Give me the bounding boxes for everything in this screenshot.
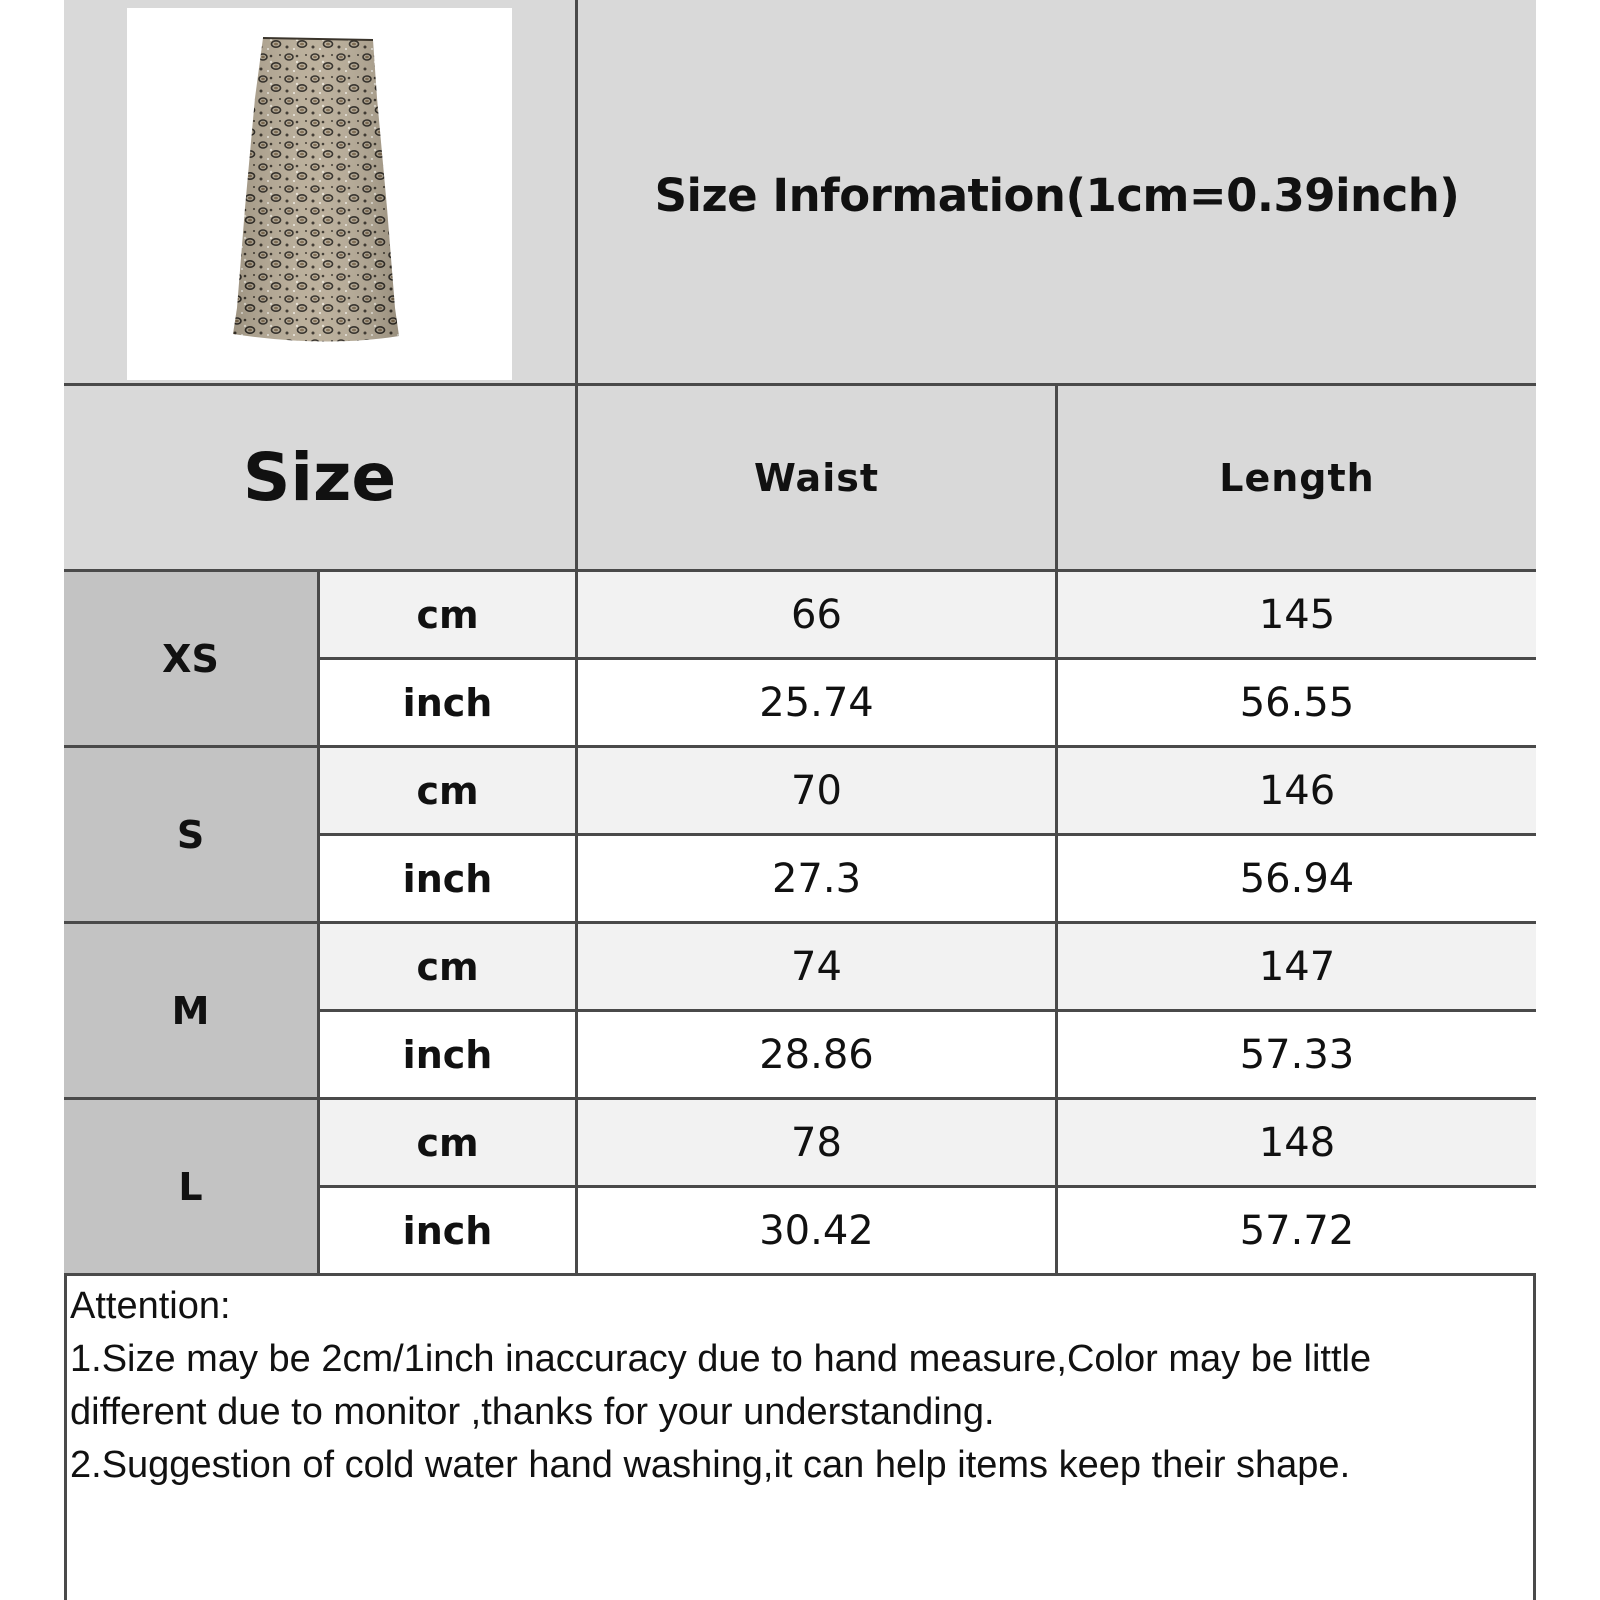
unit-cell: cm [320, 748, 578, 833]
length-cell: 57.72 [1239, 1207, 1355, 1254]
table-row [320, 660, 1536, 748]
length-cell: 145 [1258, 591, 1336, 638]
table-row [320, 748, 1536, 836]
unit-cell: cm [320, 572, 578, 657]
table-row [320, 836, 1536, 924]
waist-cell: 28.86 [578, 1012, 1058, 1097]
length-cell: 146 [1258, 767, 1336, 814]
size-label-m: M [64, 924, 320, 1100]
size-label-l: L [64, 1100, 320, 1276]
waist-cell: 66 [578, 572, 1058, 657]
header-size: Size [64, 386, 578, 572]
header-length: Length [1058, 386, 1536, 572]
table-row [320, 1012, 1536, 1100]
table-row [320, 924, 1536, 1012]
length-cell: 56.55 [1239, 679, 1355, 726]
waist-cell: 70 [578, 748, 1058, 833]
table-row [320, 1100, 1536, 1188]
size-label-xs: XS [64, 572, 320, 748]
unit-cell: cm [320, 1100, 578, 1185]
unit-cell: cm [320, 924, 578, 1009]
unit-cell: inch [320, 1012, 578, 1097]
product-image-cell [64, 0, 578, 386]
waist-cell: 78 [578, 1100, 1058, 1185]
title-cell [578, 0, 1536, 386]
header-waist: Waist [578, 386, 1058, 572]
table-row [320, 1188, 1536, 1276]
waist-cell: 74 [578, 924, 1058, 1009]
product-image [127, 8, 512, 380]
waist-cell: 30.42 [578, 1188, 1058, 1273]
size-label-s: S [64, 748, 320, 924]
attention-line: different due to monitor ,thanks for your understanding. [70, 1391, 995, 1433]
unit-cell: inch [320, 1188, 578, 1273]
length-cell: 56.94 [1239, 855, 1355, 902]
unit-cell: inch [320, 660, 578, 745]
attention-line: 2.Suggestion of cold water hand washing,it can help items keep their shape. [70, 1444, 1351, 1486]
unit-cell: inch [320, 836, 578, 921]
length-cell: 57.33 [1239, 1031, 1355, 1078]
length-cell: 148 [1258, 1119, 1336, 1166]
length-cell: 147 [1258, 943, 1336, 990]
table-row [320, 572, 1536, 660]
attention-heading: Attention: [70, 1285, 231, 1327]
waist-cell: 27.3 [578, 836, 1058, 921]
skirt-image [127, 8, 512, 380]
attention-line: 1.Size may be 2cm/1inch inaccuracy due to hand measure,Color may be little [70, 1338, 1372, 1380]
attention-notes [70, 1280, 1490, 1492]
waist-cell: 25.74 [578, 660, 1058, 745]
page-title: Size Information(1cm=0.39inch) [654, 169, 1460, 222]
